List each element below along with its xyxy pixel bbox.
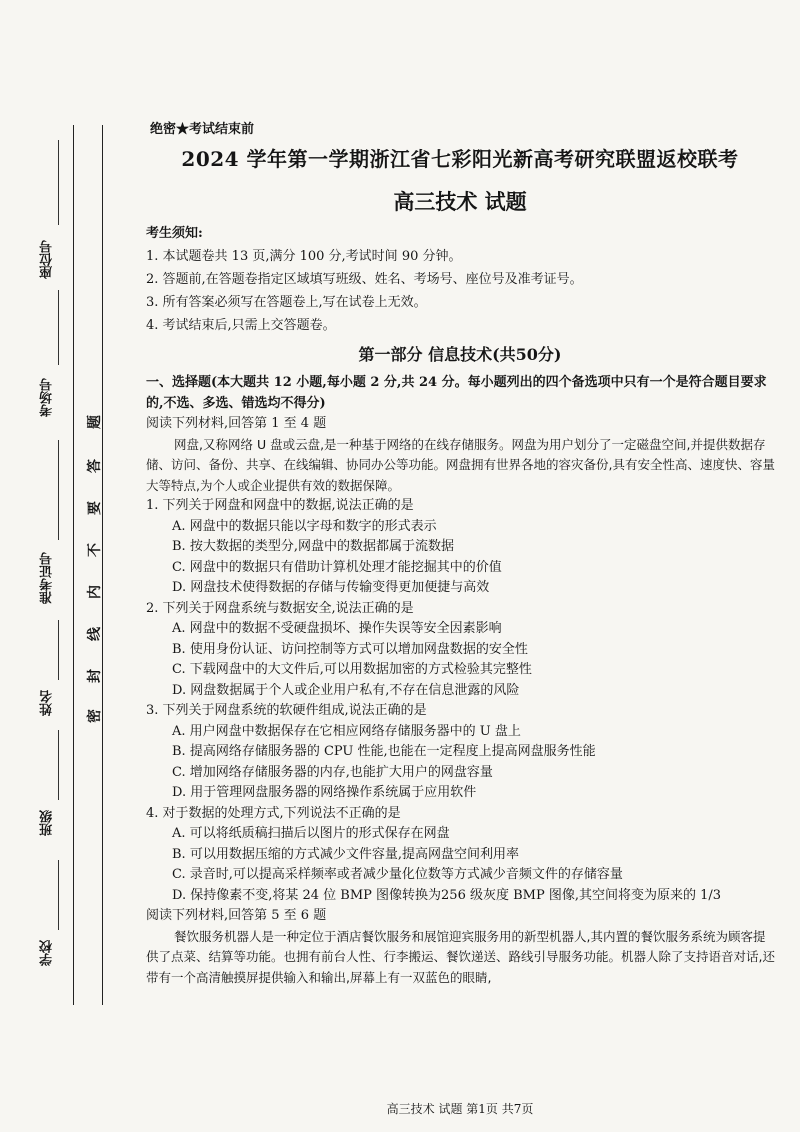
question-stem: 1. 下列关于网盘和网盘中的数据,说法正确的是	[146, 498, 414, 513]
margin-outer-line	[73, 125, 74, 1005]
candidate-notice	[146, 222, 766, 337]
reading-intro: 阅读下列材料,回答第 5 至 6 题	[146, 908, 327, 923]
notice-item: 4. 考试结束后,只需上交答题卷。	[146, 318, 336, 333]
margin-inner-line	[102, 125, 103, 1005]
name-blank[interactable]	[58, 620, 59, 680]
admission-blank[interactable]	[58, 440, 59, 540]
question-option: B. 按大数据的类型分,网盘中的数据都属于流数据	[172, 539, 454, 554]
question-option: C. 录音时,可以提高采样频率或者减少量化位数等方式减少音频文件的存储容量	[172, 867, 623, 882]
admission-number-label: 准考证号	[40, 552, 55, 604]
reading-material: 餐饮服务机器人是一种定位于酒店餐饮服务和展馆迎宾服务用的新型机器人,其内置的餐饮服务系统为顾客提供了点菜、结算等功能。也拥有前台人性、行李搬运、餐饮递送、路线引导服务功能。机器人除了支持语音对话,还带有一个高清触摸屏提供输入和输出,屏幕上有一双蓝色的眼睛,	[146, 928, 775, 985]
notice-heading: 考生须知:	[146, 226, 203, 241]
question-option: A. 用户网盘中数据保存在它相应网络存储服务器中的 U 盘上	[172, 723, 521, 739]
exam-subtitle: 高三技术 试题	[393, 189, 527, 214]
binding-margin	[0, 0, 110, 1132]
confidential-label: 绝密★考试结束前	[150, 122, 255, 137]
question-section	[146, 373, 776, 988]
question-option: C. 下载网盘中的大文件后,可以用数据加密的方式检验其完整性	[172, 662, 532, 677]
class-label: 班级	[40, 810, 55, 836]
seal-char: 封	[87, 669, 103, 683]
class-blank[interactable]	[58, 730, 59, 800]
seat-blank[interactable]	[58, 140, 59, 225]
question-option: A. 网盘中的数据不受硬盘损坏、操作失误等安全因素影响	[172, 621, 502, 636]
page-footer: 高三技术 试题 第1页 共7页	[386, 1102, 534, 1116]
room-blank[interactable]	[58, 290, 59, 365]
seal-char: 密	[87, 709, 103, 723]
section-heading: 一、选择题(本大题共 12 小题,每小题 2 分,共 24 分。每小题列出的四个备选项中只有一个是符合题目要求的,不选、多选、错选均不得分)	[146, 375, 767, 411]
seal-char: 线	[87, 627, 103, 641]
notice-item: 2. 答题前,在答题卷指定区域填写班级、姓名、考场号、座位号及准考证号。	[146, 272, 583, 287]
name-label: 姓名	[40, 690, 55, 716]
question-option: D. 网盘技术使得数据的存储与传输变得更加便捷与高效	[172, 580, 490, 595]
question-stem: 3. 下列关于网盘系统的软硬件组成,说法正确的是	[146, 703, 427, 718]
exam-title: 2024 学年第一学期浙江省七彩阳光新高考研究联盟返校联考	[181, 147, 739, 171]
question-stem: 2. 下列关于网盘系统与数据安全,说法正确的是	[146, 600, 414, 616]
question-option: D. 网盘数据属于个人或企业用户私有,不存在信息泄露的风险	[172, 682, 520, 698]
exam-room-label: 考场号	[40, 378, 55, 417]
question-option: C. 网盘中的数据只有借助计算机处理才能挖掘其中的价值	[172, 559, 502, 575]
reading-material: 网盘,又称网络 U 盘或云盘,是一种基于网络的在线存储服务。网盘为用户划分了一定磁盘空间,并提供数据存储、访问、备份、共享、在线编辑、协同办公等功能。网盘拥有世界各地的容灾备份,具有安全性高、速度快、容量大等特点,为个人或企业提供有效的数据保障。	[146, 436, 775, 493]
part-title: 第一部分 信息技术(共50分)	[358, 345, 562, 364]
seal-char: 答	[87, 459, 103, 473]
question-stem: 4. 对于数据的处理方式,下列说法不正确的是	[146, 805, 401, 821]
school-blank[interactable]	[58, 860, 59, 930]
seal-char: 不	[87, 543, 103, 557]
notice-item: 3. 所有答案必须写在答题卷上,写在试卷上无效。	[146, 295, 427, 310]
question-option: B. 可以用数据压缩的方式减少文件容量,提高网盘空间利用率	[172, 846, 519, 862]
school-label: 学校	[40, 940, 55, 966]
seat-number-label: 座位号	[40, 240, 55, 279]
question-option: D. 保持像素不变,将某 24 位 BMP 图像转换为256 级灰度 BMP 图像,其空间将变为原来的 1/3	[172, 887, 722, 903]
reading-intro: 阅读下列材料,回答第 1 至 4 题	[146, 416, 327, 431]
question-option: B. 提高网络存储服务器的 CPU 性能,也能在一定程度上提高网盘服务性能	[172, 744, 596, 759]
seal-char: 内	[87, 585, 103, 599]
question-option: B. 使用身份认证、访问控制等方式可以增加网盘数据的安全性	[172, 641, 528, 657]
question-option: D. 用于管理网盘服务器的网络操作系统属于应用软件	[172, 785, 477, 800]
question-option: A. 网盘中的数据只能以字母和数字的形式表示	[172, 518, 437, 534]
question-option: C. 增加网络存储服务器的内存,也能扩大用户的网盘容量	[172, 764, 493, 780]
notice-item: 1. 本试题卷共 13 页,满分 100 分,考试时间 90 分钟。	[146, 249, 462, 264]
seal-char: 要	[87, 501, 103, 515]
question-option: A. 可以将纸质稿扫描后以图片的形式保存在网盘	[172, 826, 450, 841]
seal-char: 题	[87, 415, 103, 429]
